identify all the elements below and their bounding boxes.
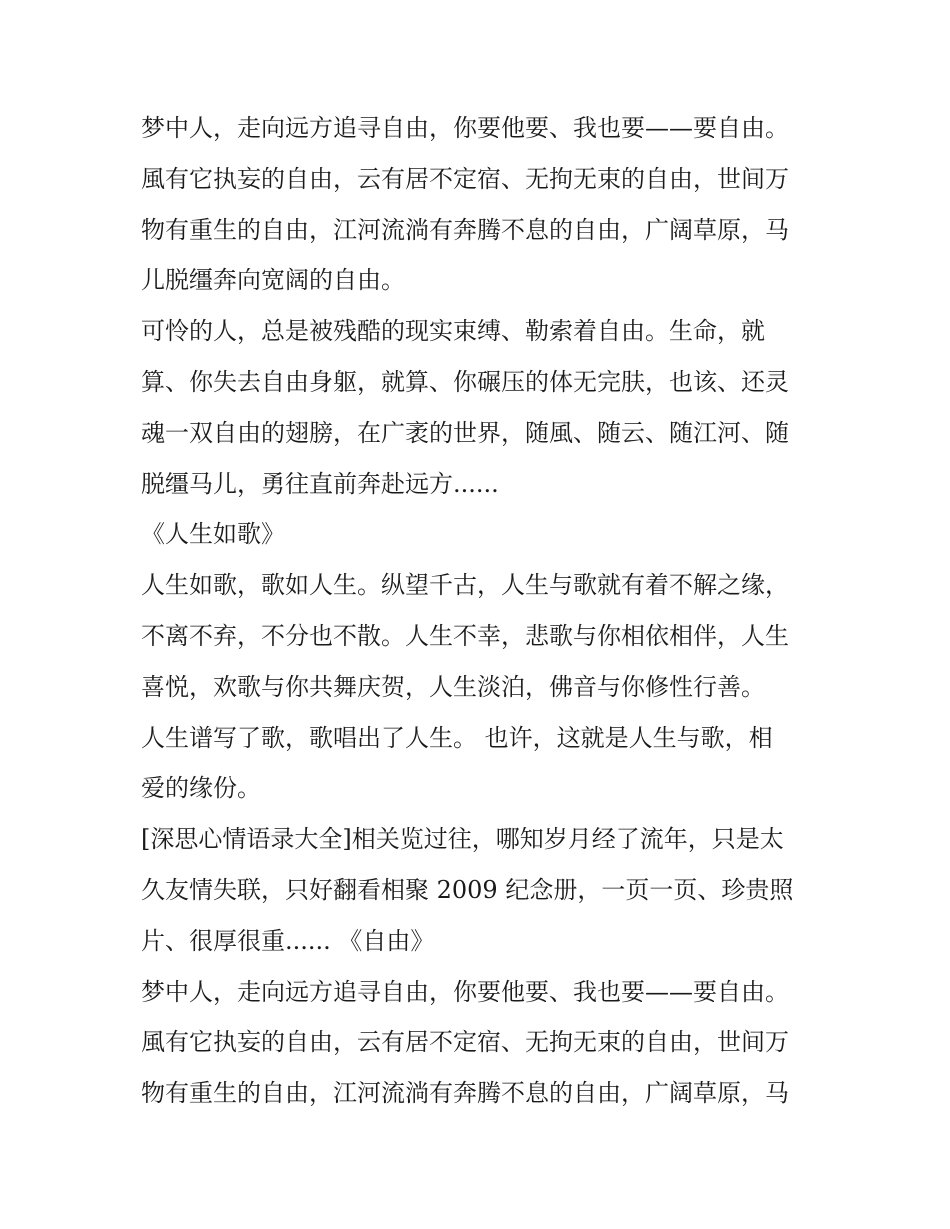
text-line: 風有它执妄的自由，云有居不定宿、无拘无束的自由，世间万 (141, 164, 789, 193)
text-line: 魂一双自由的翅膀，在广袤的世界，随風、随云、随江河、随 (141, 418, 789, 447)
text-line: 脱缰马儿，勇往直前奔赴远方...... (141, 469, 499, 498)
text-line: 梦中人，走向远方追寻自由，你要他要、我也要——要自由。 (141, 114, 789, 142)
text-line: 風有它执妄的自由，云有居不定宿、无拘无束的自由，世间万 (141, 1028, 789, 1057)
section-title: 《人生如歌》 (141, 520, 285, 549)
text-line: 人生谱写了歌，歌唱出了人生。 也许，这就是人生与歌，相 (141, 723, 773, 752)
text-line: 可怜的人，总是被残酷的现实束缚、勒索着自由。生命，就 (141, 317, 765, 346)
text-line: 片、很厚很重...... 《自由》 (141, 926, 435, 955)
document-body (141, 103, 821, 1119)
text-line: 算、你失去自由身躯，就算、你碾压的体无完肤，也该、还灵 (141, 367, 789, 396)
text-line: 人生如歌，歌如人生。纵望千古，人生与歌就有着不解之缘， (141, 571, 789, 600)
text-line: 梦中人，走向远方追寻自由，你要他要、我也要——要自由。 (141, 977, 789, 1006)
text-line: 儿脱缰奔向宽阔的自由。 (141, 266, 405, 295)
text-line: 爱的缘份。 (141, 774, 261, 803)
text-line: 不离不弃，不分也不散。人生不幸，悲歌与你相依相伴，人生 (141, 621, 789, 650)
text-line: 物有重生的自由，江河流淌有奔腾不息的自由，广阔草原，马 (141, 215, 789, 244)
text-line: 物有重生的自由，江河流淌有奔腾不息的自由，广阔草原，马 (141, 1079, 789, 1108)
text-line: [深思心情语录大全]相关览过往，哪知岁月经了流年，只是太 (141, 825, 784, 854)
text-line: 喜悦，欢歌与你共舞庆贺，人生淡泊，佛音与你修性行善。 (141, 672, 765, 701)
text-line: 久友情失联，只好翻看相聚 2009 纪念册，一页一页、珍贵照 (141, 875, 794, 904)
